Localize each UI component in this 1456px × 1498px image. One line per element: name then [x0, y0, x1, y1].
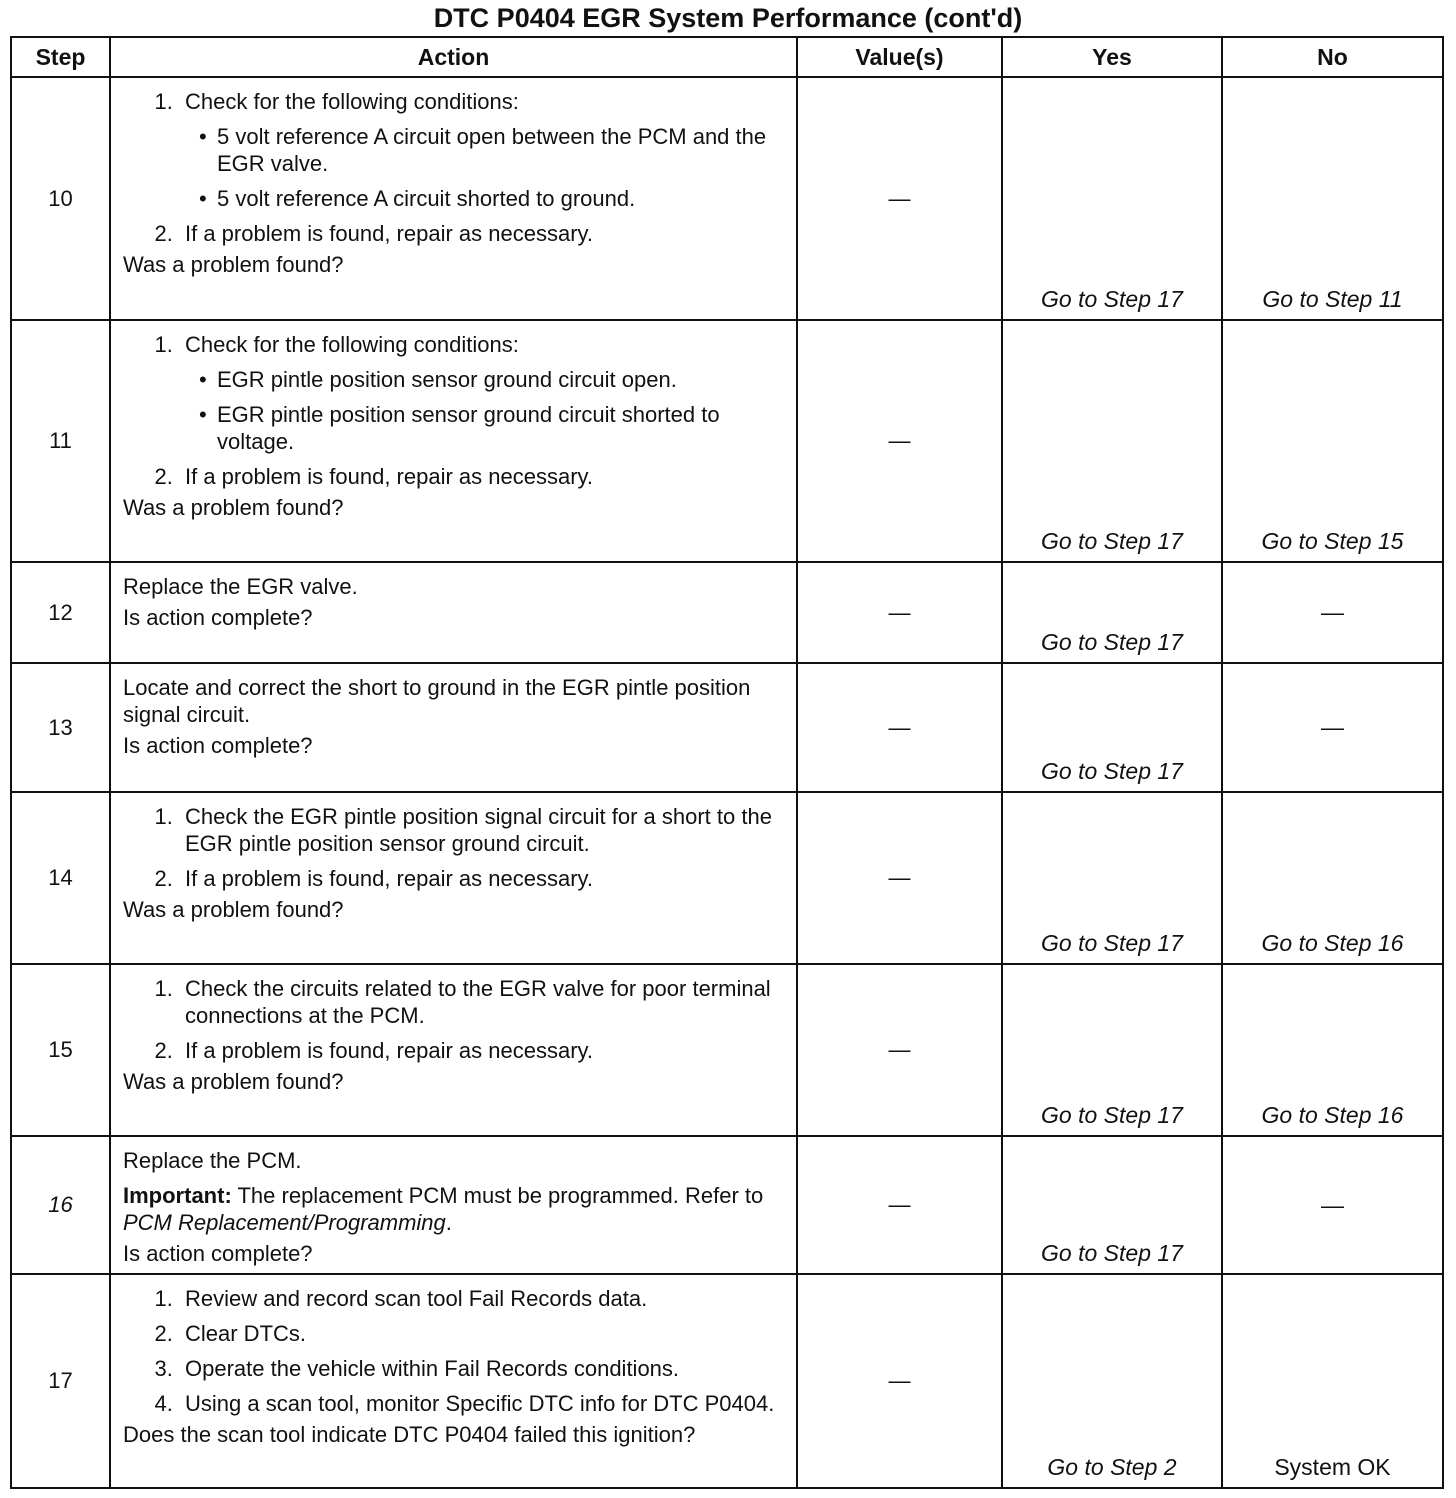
step-number: 17	[11, 1274, 110, 1488]
action-cell	[110, 320, 797, 562]
yes-cell: Go to Step 17	[1002, 1136, 1222, 1274]
header-no: No	[1222, 37, 1443, 77]
no-cell: —	[1222, 1136, 1443, 1274]
header-values: Value(s)	[797, 37, 1002, 77]
no-cell: —	[1222, 562, 1443, 663]
yes-cell: Go to Step 17	[1002, 964, 1222, 1136]
no-cell: Go to Step 11	[1222, 77, 1443, 320]
condition-list	[185, 123, 784, 212]
action-step-item: 2. If a problem is found, repair as necessary.	[179, 463, 784, 490]
action-steps	[123, 975, 784, 1064]
yes-cell: Go to Step 17	[1002, 77, 1222, 320]
value-cell: —	[797, 77, 1002, 320]
action-question: Was a problem found?	[123, 495, 344, 520]
step-number: 15	[11, 964, 110, 1136]
action-cell	[110, 663, 797, 792]
action-step-item: 1. Review and record scan tool Fail Records data.	[179, 1285, 784, 1312]
step-number: 12	[11, 562, 110, 663]
action-step-item: 2. Clear DTCs.	[179, 1320, 784, 1347]
action-question: Was a problem found?	[123, 897, 344, 922]
important-end: .	[445, 1210, 452, 1235]
action-text: Replace the PCM.	[123, 1148, 302, 1173]
step-number: 13	[11, 663, 110, 792]
step-number: 14	[11, 792, 110, 964]
action-cell	[110, 562, 797, 663]
action-step-item	[179, 88, 784, 212]
action-step-item: 1. Check the circuits related to the EGR valve for poor terminal connections at the PCM.	[179, 975, 784, 1029]
action-steps	[123, 803, 784, 892]
action-cell	[110, 792, 797, 964]
no-cell: —	[1222, 663, 1443, 792]
action-question: Is action complete?	[123, 1241, 313, 1266]
action-step-item	[179, 331, 784, 455]
important-label: Important:	[123, 1183, 232, 1208]
action-cell	[110, 1274, 797, 1488]
action-steps	[123, 1285, 784, 1417]
action-cell	[110, 77, 797, 320]
yes-cell: Go to Step 2	[1002, 1274, 1222, 1488]
table-row	[11, 792, 1443, 964]
condition-item: • 5 volt reference A circuit open between the PCM and the EGR valve.	[217, 123, 784, 177]
value-cell: —	[797, 964, 1002, 1136]
condition-item: • EGR pintle position sensor ground circuit open.	[217, 366, 784, 393]
action-step-item: 2. If a problem is found, repair as necessary.	[179, 865, 784, 892]
yes-cell: Go to Step 17	[1002, 320, 1222, 562]
action-text: Locate and correct the short to ground in the EGR pintle position signal circuit.	[123, 675, 751, 727]
no-cell: System OK	[1222, 1274, 1443, 1488]
yes-cell: Go to Step 17	[1002, 792, 1222, 964]
action-step-item: 1. Check the EGR pintle position signal circuit for a short to the EGR pintle position sensor ground circuit.	[179, 803, 784, 857]
action-question: Was a problem found?	[123, 252, 344, 277]
table-row	[11, 77, 1443, 320]
yes-cell: Go to Step 17	[1002, 663, 1222, 792]
step-number: 10	[11, 77, 110, 320]
table-row	[11, 1136, 1443, 1274]
procedure-reference: PCM Replacement/Programming	[123, 1210, 446, 1235]
action-text: Replace the EGR valve.	[123, 574, 358, 599]
action-step-text: Check for the following conditions:	[185, 332, 519, 357]
table-row	[11, 562, 1443, 663]
value-cell: —	[797, 663, 1002, 792]
condition-item: • 5 volt reference A circuit shorted to ground.	[217, 185, 784, 212]
value-cell: —	[797, 792, 1002, 964]
condition-list	[185, 366, 784, 455]
header-action: Action	[110, 37, 797, 77]
value-cell: —	[797, 562, 1002, 663]
step-number: 11	[11, 320, 110, 562]
value-cell: —	[797, 320, 1002, 562]
action-steps	[123, 88, 784, 247]
no-cell: Go to Step 15	[1222, 320, 1443, 562]
yes-cell: Go to Step 17	[1002, 562, 1222, 663]
value-cell: —	[797, 1136, 1002, 1274]
action-step-item: 2. If a problem is found, repair as necessary.	[179, 220, 784, 247]
header-row	[11, 37, 1443, 77]
action-step-item: 2. If a problem is found, repair as necessary.	[179, 1037, 784, 1064]
step-number: 16	[11, 1136, 110, 1274]
header-step: Step	[11, 37, 110, 77]
action-steps	[123, 331, 784, 490]
no-cell: Go to Step 16	[1222, 792, 1443, 964]
table-row	[11, 663, 1443, 792]
important-note	[123, 1182, 784, 1236]
table-row	[11, 320, 1443, 562]
action-cell	[110, 964, 797, 1136]
action-question: Was a problem found?	[123, 1069, 344, 1094]
value-cell: —	[797, 1274, 1002, 1488]
action-cell	[110, 1136, 797, 1274]
important-text: The replacement PCM must be programmed. Refer to	[237, 1183, 764, 1208]
action-step-text: Check for the following conditions:	[185, 89, 519, 114]
page-title: DTC P0404 EGR System Performance (cont'd)	[433, 3, 1023, 33]
table-row	[11, 964, 1443, 1136]
condition-item: • EGR pintle position sensor ground circuit shorted to voltage.	[217, 401, 784, 455]
action-question: Is action complete?	[123, 605, 313, 630]
action-question: Does the scan tool indicate DTC P0404 failed this ignition?	[123, 1422, 696, 1447]
header-yes: Yes	[1002, 37, 1222, 77]
action-step-item: 4. Using a scan tool, monitor Specific DTC info for DTC P0404.	[179, 1390, 784, 1417]
table-row	[11, 1274, 1443, 1488]
action-step-item: 3. Operate the vehicle within Fail Records conditions.	[179, 1355, 784, 1382]
diagnostic-table	[10, 36, 1444, 1489]
no-cell: Go to Step 16	[1222, 964, 1443, 1136]
action-question: Is action complete?	[123, 733, 313, 758]
